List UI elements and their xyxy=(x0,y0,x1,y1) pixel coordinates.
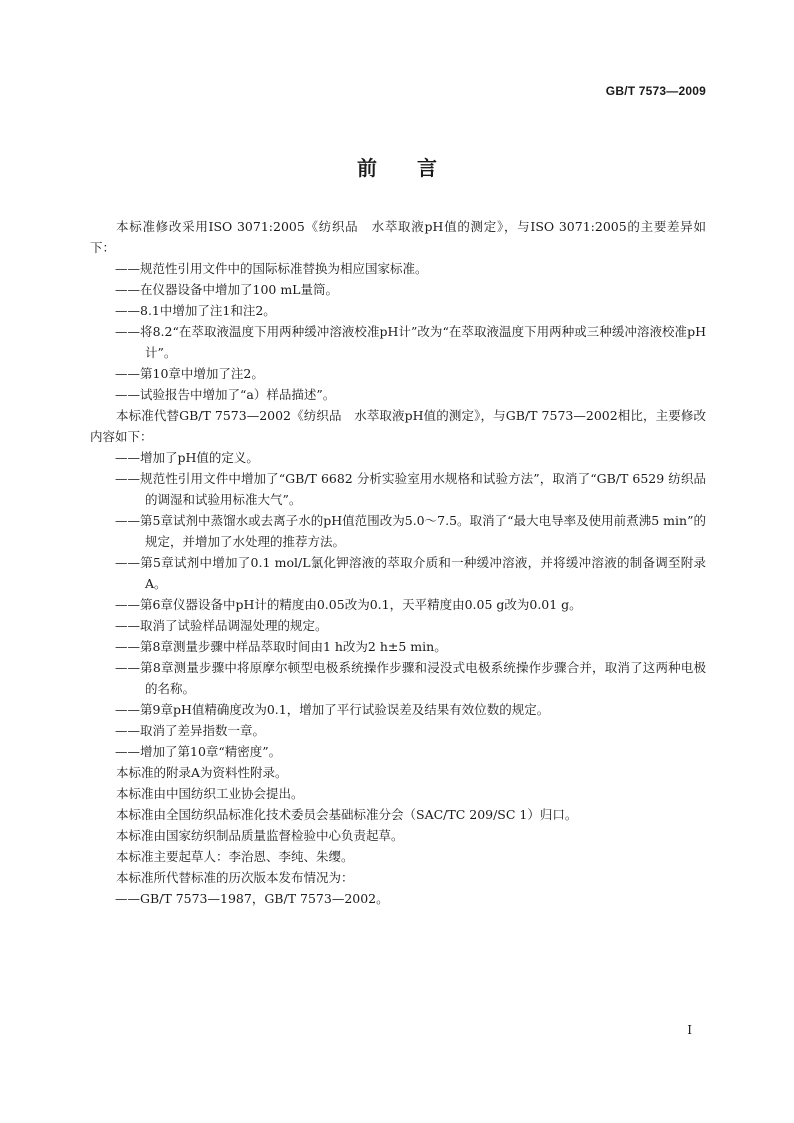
page-title: 前言 xyxy=(357,156,477,180)
list-item: ——试验报告中增加了“a）样品描述”。 xyxy=(115,387,336,402)
list-item: ——取消了试验样品调湿处理的规定。 xyxy=(115,618,328,633)
list-item: ——将8.2“在萃取液温度下用两种缓冲溶液校准pH计”改为“在萃取液温度下用两种或三种缓冲溶液校准pH计”。 xyxy=(115,324,706,360)
list-item: ——第5章试剂中蒸馏水或去离子水的pH值范围改为5.0～7.5。取消了“最大电导率及使用前煮沸5 min”的规定，并增加了水处理的推荐方法。 xyxy=(115,513,706,549)
page-number: I xyxy=(687,1023,692,1037)
drafters-paragraph: 本标准主要起草人：李治恩、李纯、朱缨。 xyxy=(116,849,354,864)
list-item: ——第5章试剂中增加了0.1 mol/L氯化钾溶液的萃取介质和一种缓冲溶液，并将缓冲溶液的制备调至附录A。 xyxy=(115,555,706,591)
foreword-body xyxy=(90,216,706,909)
list-item: ——规范性引用文件中的国际标准替换为相应国家标准。 xyxy=(115,261,428,276)
standard-number: GB/T 7573—2009 xyxy=(605,84,706,98)
list-item: ——增加了第10章“精密度”。 xyxy=(115,744,282,759)
list-item: ——第8章测量步骤中将原摩尔顿型电极系统操作步骤和浸没式电极系统操作步骤合并，取消了这两种电极的名称。 xyxy=(115,660,706,696)
list-item: ——GB/T 7573—1987，GB/T 7573—2002。 xyxy=(115,891,389,906)
list-item: ——取消了差异指数一章。 xyxy=(115,723,266,738)
proposer-paragraph: 本标准由中国纺织工业协会提出。 xyxy=(116,786,304,801)
drafting-org-paragraph: 本标准由国家纺织制品质量监督检验中心负责起草。 xyxy=(116,828,404,843)
list-item: ——在仪器设备中增加了100 mL量筒。 xyxy=(115,282,338,297)
list-item: ——第10章中增加了注2。 xyxy=(115,366,264,381)
list-item: ——第9章pH值精确度改为0.1，增加了平行试验误差及结果有效位数的规定。 xyxy=(115,702,550,717)
list-item: ——第8章测量步骤中样品萃取时间由1 h改为2 h±5 min。 xyxy=(115,639,447,654)
annex-paragraph: 本标准的附录A为资料性附录。 xyxy=(116,765,288,780)
list-item: ——第6章仪器设备中pH计的精度由0.05改为0.1，天平精度由0.05 g改为0.01 g。 xyxy=(115,597,582,612)
intro-paragraph: 本标准修改采用ISO 3071:2005《纺织品 水萃取液pH值的测定》，与ISO 3071:2005的主要差异如下： xyxy=(90,219,706,255)
history-paragraph: 本标准所代替标准的历次版本发布情况为： xyxy=(116,870,354,885)
centralized-paragraph: 本标准由全国纺织品标准化技术委员会基础标准分会（SAC/TC 209/SC 1）归口。 xyxy=(116,807,578,822)
list-item: ——8.1中增加了注1和注2。 xyxy=(115,303,276,318)
list-item: ——规范性引用文件中增加了“GB/T 6682 分析实验室用水规格和试验方法”，取消了“GB/T 6529 纺织品的调湿和试验用标准大气”。 xyxy=(115,471,706,507)
list-item: ——增加了pH值的定义。 xyxy=(115,450,259,465)
replacement-paragraph: 本标准代替GB/T 7573—2002《纺织品 水萃取液pH值的测定》，与GB/T 7573—2002相比，主要修改内容如下： xyxy=(90,408,706,444)
